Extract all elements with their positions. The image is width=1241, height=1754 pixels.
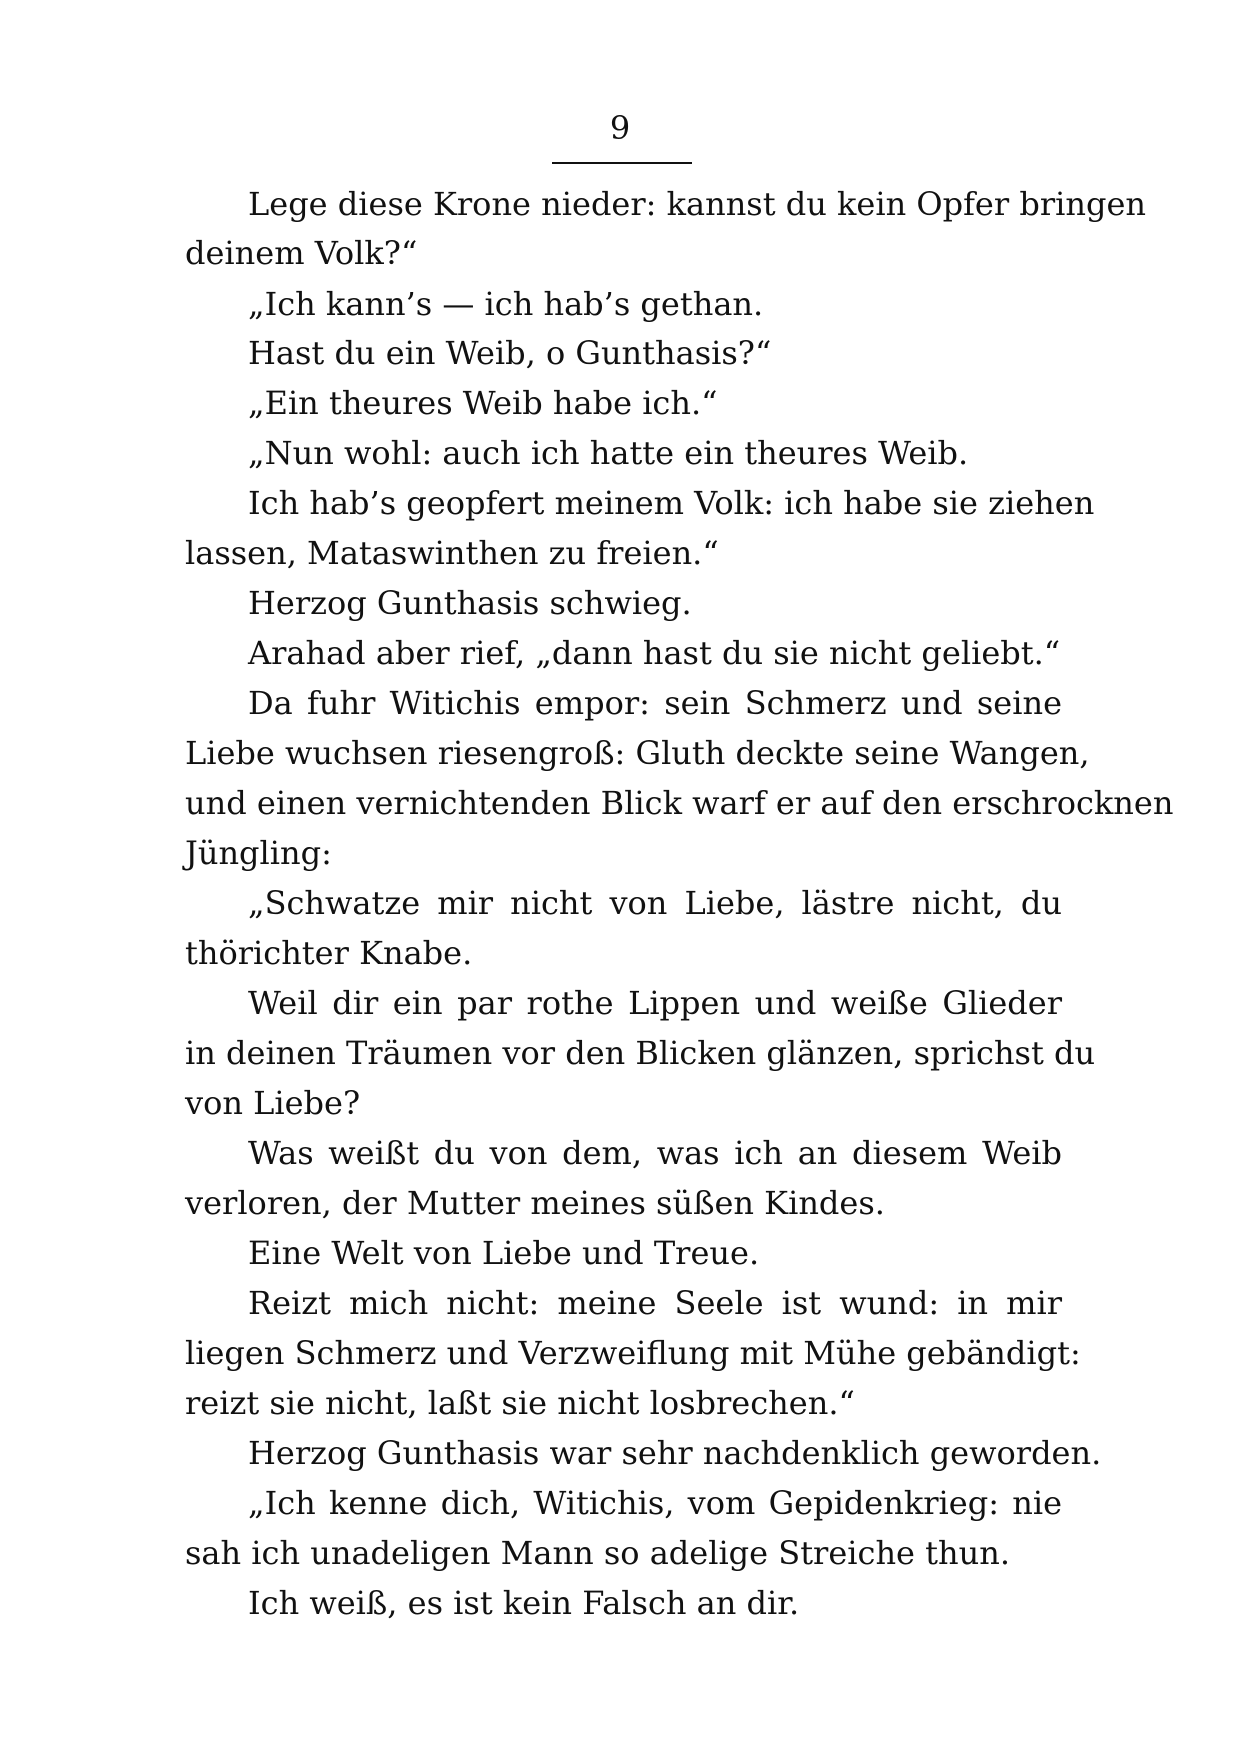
text-line: thörichter Knabe.	[185, 934, 473, 972]
text-line: „Ich kenne dich, Witichis, vom Gepidenkrieg: nie	[248, 1484, 1062, 1522]
text-line: Ich hab’s geopfert meinem Volk: ich habe sie ziehen	[248, 484, 1095, 522]
text-line: Jüngling:	[185, 834, 332, 872]
text-line: lassen, Mataswinthen zu freien.“	[185, 534, 719, 572]
text-line: Eine Welt von Liebe und Treue.	[248, 1234, 760, 1272]
text-line: „Nun wohl: auch ich hatte ein theures Weib.	[248, 434, 969, 472]
text-line: verloren, der Mutter meines süßen Kindes.	[185, 1184, 885, 1222]
text-line: Reizt mich nicht: meine Seele ist wund: in mir	[248, 1284, 1062, 1322]
text-line: Liebe wuchsen riesengroß: Gluth deckte seine Wangen,	[185, 734, 1090, 772]
text-line: und einen vernichtenden Blick warf er auf den erschrocknen	[185, 784, 1174, 822]
text-line: Weil dir ein par rothe Lippen und weiße Glieder	[248, 984, 1062, 1022]
text-line: reizt sie nicht, laßt sie nicht losbrechen.“	[185, 1384, 855, 1422]
text-line: Da fuhr Witichis empor: sein Schmerz und seine	[248, 684, 1062, 722]
text-line: von Liebe?	[185, 1084, 361, 1122]
text-line: deinem Volk?“	[185, 234, 418, 272]
text-line: liegen Schmerz und Verzweiflung mit Mühe gebändigt:	[185, 1334, 1081, 1372]
text-line: Lege diese Krone nieder: kannst du kein Opfer bringen	[248, 185, 1146, 223]
text-line: Ich weiß, es ist kein Falsch an dir.	[248, 1584, 800, 1622]
text-line: „Schwatze mir nicht von Liebe, lästre nicht, du	[248, 884, 1062, 922]
text-line: Arahad aber rief, „dann hast du sie nicht geliebt.“	[248, 634, 1061, 672]
text-line: Herzog Gunthasis schwieg.	[248, 584, 692, 622]
text-line: Hast du ein Weib, o Gunthasis?“	[248, 334, 772, 372]
page-number: 9	[609, 109, 631, 147]
text-line: „Ein theures Weib habe ich.“	[248, 384, 718, 422]
text-line: sah ich unadeligen Mann so adelige Streiche thun.	[185, 1534, 1011, 1572]
text-line: Was weißt du von dem, was ich an diesem Weib	[248, 1134, 1062, 1172]
text-line: in deinen Träumen vor den Blicken glänzen, sprichst du	[185, 1034, 1096, 1072]
text-line: „Ich kann’s — ich hab’s gethan.	[248, 285, 764, 323]
text-line: Herzog Gunthasis war sehr nachdenklich geworden.	[248, 1434, 1102, 1472]
